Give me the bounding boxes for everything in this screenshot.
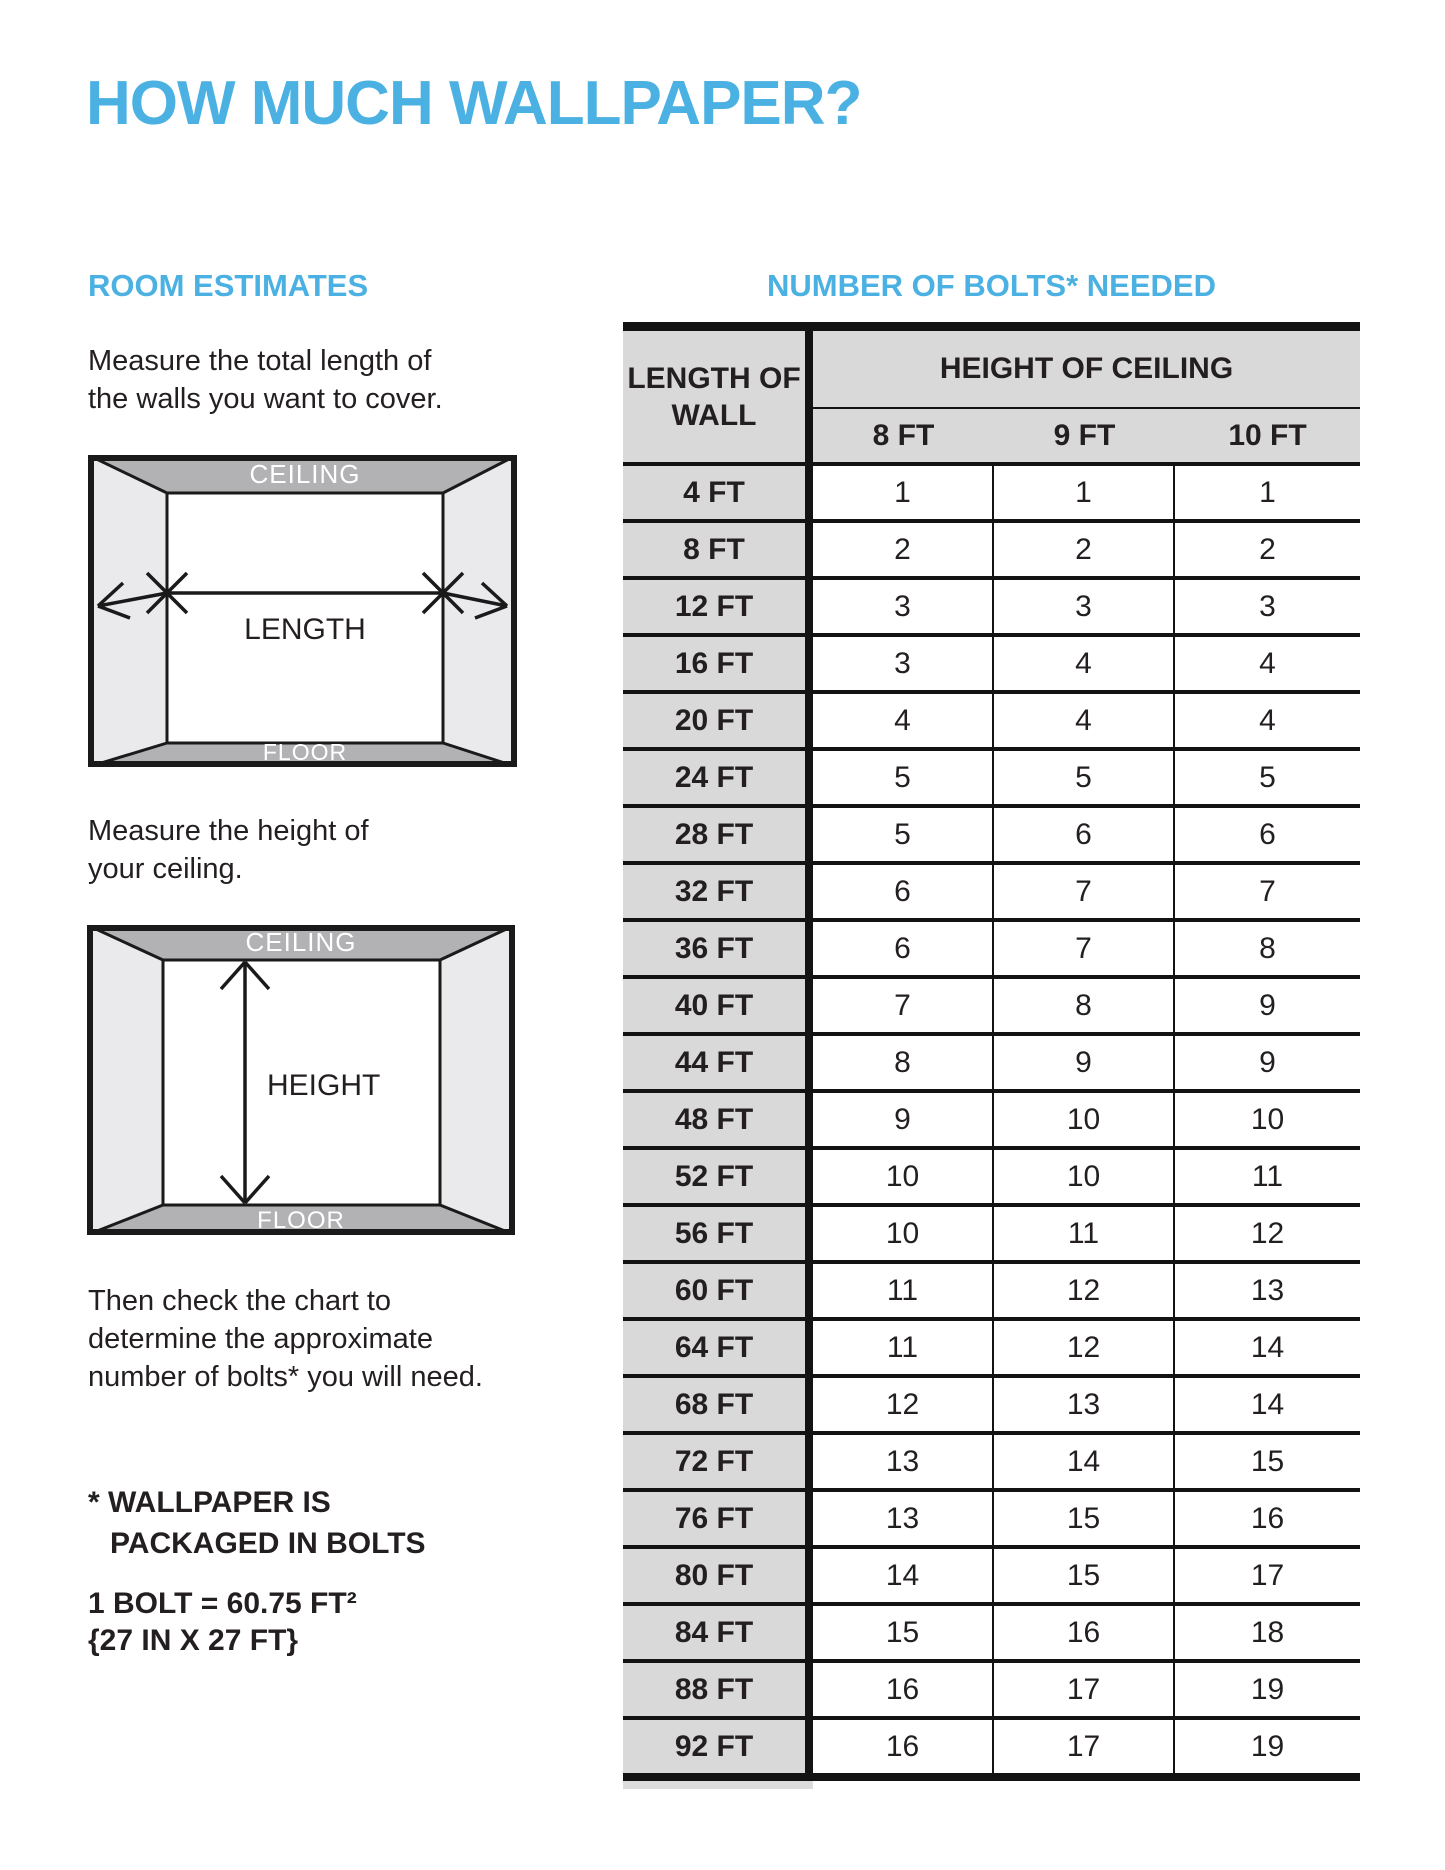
bolt-count-cell: 1 xyxy=(813,466,994,519)
wall-length-cell: 28 FT xyxy=(623,808,813,861)
wall-length-cell: 32 FT xyxy=(623,865,813,918)
table-row xyxy=(623,519,1360,576)
bolt-count-cell: 15 xyxy=(1175,1435,1360,1488)
bolt-count-cell: 5 xyxy=(813,808,994,861)
bolt-count-cell: 4 xyxy=(994,694,1175,747)
instruction-line: Measure the total length of xyxy=(88,345,432,377)
bolt-count-cell: 7 xyxy=(813,979,994,1032)
ceiling-label: CEILING xyxy=(249,459,361,489)
wall-length-cell: 76 FT xyxy=(623,1492,813,1545)
wall-length-cell: 40 FT xyxy=(623,979,813,1032)
bolt-count-cell: 17 xyxy=(1175,1549,1360,1602)
bolt-count-cell: 10 xyxy=(994,1093,1175,1146)
table-row xyxy=(623,861,1360,918)
table-row xyxy=(623,690,1360,747)
table-row xyxy=(623,1545,1360,1602)
bolt-count-cell: 10 xyxy=(1175,1093,1360,1146)
wall-length-cell: 20 FT xyxy=(623,694,813,747)
table-footer-stub xyxy=(623,1781,813,1789)
bolt-count-cell: 10 xyxy=(994,1150,1175,1203)
bolt-count-cell: 11 xyxy=(813,1321,994,1374)
bolt-count-cell: 19 xyxy=(1175,1720,1360,1773)
bolt-count-cell: 2 xyxy=(994,523,1175,576)
table-row xyxy=(623,576,1360,633)
bolt-count-cell: 8 xyxy=(994,979,1175,1032)
bolt-count-cell: 2 xyxy=(813,523,994,576)
bolts-needed-heading: NUMBER OF BOLTS* NEEDED xyxy=(767,268,1216,303)
bolt-count-cell: 7 xyxy=(994,922,1175,975)
wall-length-cell: 48 FT xyxy=(623,1093,813,1146)
bolt-count-cell: 10 xyxy=(813,1150,994,1203)
column-header-9ft: 9 FT xyxy=(1053,418,1116,452)
bolt-count-cell: 6 xyxy=(813,922,994,975)
bolt-count-cell: 11 xyxy=(1175,1150,1360,1203)
length-of-wall-header: LENGTH OF WALL xyxy=(623,331,813,462)
ceiling-label: CEILING xyxy=(245,927,357,957)
table-row xyxy=(623,1659,1360,1716)
bolt-count-cell: 17 xyxy=(994,1720,1175,1773)
right-wall xyxy=(440,925,515,1235)
bolt-count-cell: 15 xyxy=(994,1549,1175,1602)
instruction-step-2 xyxy=(88,812,369,888)
bolt-count-cell: 7 xyxy=(994,865,1175,918)
bolt-count-cell: 5 xyxy=(1175,751,1360,804)
table-header xyxy=(623,331,1360,462)
table-row xyxy=(623,804,1360,861)
wall-length-cell: 4 FT xyxy=(623,466,813,519)
bolt-count-cell: 3 xyxy=(1175,580,1360,633)
bolt-count-cell: 1 xyxy=(1175,466,1360,519)
bolt-count-cell: 15 xyxy=(813,1606,994,1659)
bolt-count-cell: 16 xyxy=(813,1720,994,1773)
bolt-count-cell: 4 xyxy=(1175,637,1360,690)
bolt-count-cell: 11 xyxy=(813,1264,994,1317)
table-row xyxy=(623,1032,1360,1089)
wall-length-cell: 84 FT xyxy=(623,1606,813,1659)
left-wall xyxy=(88,455,167,767)
wall-length-cell: 92 FT xyxy=(623,1720,813,1773)
instruction-line: the walls you want to cover. xyxy=(88,383,443,415)
wall-length-cell: 12 FT xyxy=(623,580,813,633)
bolt-count-cell: 1 xyxy=(994,466,1175,519)
bolt-count-cell: 13 xyxy=(994,1378,1175,1431)
bolts-table xyxy=(623,322,1360,1789)
bolt-size-info xyxy=(88,1585,357,1659)
bolt-count-cell: 2 xyxy=(1175,523,1360,576)
table-row xyxy=(623,918,1360,975)
bolt-count-cell: 4 xyxy=(1175,694,1360,747)
bolt-count-cell: 14 xyxy=(813,1549,994,1602)
table-row xyxy=(623,975,1360,1032)
table-row xyxy=(623,1431,1360,1488)
bolt-count-cell: 14 xyxy=(1175,1378,1360,1431)
instruction-line: Then check the chart to xyxy=(88,1285,392,1317)
bolt-count-cell: 14 xyxy=(1175,1321,1360,1374)
height-of-ceiling-header: HEIGHT OF CEILING xyxy=(939,352,1234,385)
bolt-count-cell: 5 xyxy=(813,751,994,804)
bolt-info-line: 1 BOLT = 60.75 FT² xyxy=(88,1587,357,1620)
ceiling-height-header-group xyxy=(813,331,1360,462)
instruction-line: determine the approximate xyxy=(88,1323,433,1355)
bolt-count-cell: 10 xyxy=(813,1207,994,1260)
table-bottom-border xyxy=(623,1773,1360,1781)
table-row xyxy=(623,1260,1360,1317)
room-length-diagram xyxy=(88,455,517,767)
bolt-count-cell: 17 xyxy=(994,1663,1175,1716)
wall-length-cell: 72 FT xyxy=(623,1435,813,1488)
table-row xyxy=(623,1146,1360,1203)
bolt-count-cell: 11 xyxy=(994,1207,1175,1260)
length-label: LENGTH xyxy=(244,613,366,646)
table-row xyxy=(623,1089,1360,1146)
height-label: HEIGHT xyxy=(267,1069,381,1102)
bolt-count-cell: 3 xyxy=(813,637,994,690)
table-row xyxy=(623,1317,1360,1374)
left-wall xyxy=(87,925,163,1235)
bolt-count-cell: 12 xyxy=(1175,1207,1360,1260)
table-row xyxy=(623,1488,1360,1545)
ceiling-height-columns xyxy=(813,409,1360,462)
instruction-line: Measure the height of xyxy=(88,815,369,847)
page-title: HOW MUCH WALLPAPER? xyxy=(86,69,862,138)
bolt-count-cell: 6 xyxy=(994,808,1175,861)
table-row xyxy=(623,1374,1360,1431)
bolt-count-cell: 16 xyxy=(813,1663,994,1716)
wall-length-cell: 88 FT xyxy=(623,1663,813,1716)
bolt-count-cell: 13 xyxy=(1175,1264,1360,1317)
table-row xyxy=(623,1716,1360,1773)
bolt-count-cell: 12 xyxy=(994,1321,1175,1374)
instruction-step-1 xyxy=(88,342,443,418)
bolt-count-cell: 14 xyxy=(994,1435,1175,1488)
bolt-count-cell: 12 xyxy=(994,1264,1175,1317)
table-body xyxy=(623,462,1360,1773)
instruction-line: your ceiling. xyxy=(88,853,243,885)
bolt-count-cell: 9 xyxy=(813,1093,994,1146)
column-header-8ft: 8 FT xyxy=(872,418,935,452)
bolt-count-cell: 5 xyxy=(994,751,1175,804)
wall-length-cell: 52 FT xyxy=(623,1150,813,1203)
table-row xyxy=(623,1602,1360,1659)
wall-length-cell: 24 FT xyxy=(623,751,813,804)
wall-length-cell: 16 FT xyxy=(623,637,813,690)
column-header-10ft: 10 FT xyxy=(1228,418,1307,452)
table-row xyxy=(623,1203,1360,1260)
wall-length-cell: 68 FT xyxy=(623,1378,813,1431)
bolt-count-cell: 6 xyxy=(1175,808,1360,861)
bolt-count-cell: 8 xyxy=(1175,922,1360,975)
footnote-line: PACKAGED IN BOLTS xyxy=(110,1527,426,1560)
bolt-count-cell: 6 xyxy=(813,865,994,918)
bolt-count-cell: 15 xyxy=(994,1492,1175,1545)
table-top-border xyxy=(623,322,1360,331)
wall-length-cell: 44 FT xyxy=(623,1036,813,1089)
wall-length-cell: 8 FT xyxy=(623,523,813,576)
bolt-count-cell: 9 xyxy=(1175,979,1360,1032)
bolt-count-cell: 4 xyxy=(813,694,994,747)
wall-length-cell: 60 FT xyxy=(623,1264,813,1317)
wall-length-cell: 36 FT xyxy=(623,922,813,975)
bolt-count-cell: 13 xyxy=(813,1492,994,1545)
wall-length-cell: 64 FT xyxy=(623,1321,813,1374)
bolt-count-cell: 19 xyxy=(1175,1663,1360,1716)
instruction-line: number of bolts* you will need. xyxy=(88,1361,483,1393)
bolt-count-cell: 9 xyxy=(994,1036,1175,1089)
bolt-count-cell: 3 xyxy=(994,580,1175,633)
wall-length-cell: 80 FT xyxy=(623,1549,813,1602)
footnote-line: * WALLPAPER IS xyxy=(88,1486,331,1519)
wall-length-cell: 56 FT xyxy=(623,1207,813,1260)
bolt-count-cell: 9 xyxy=(1175,1036,1360,1089)
bolt-count-cell: 4 xyxy=(994,637,1175,690)
bolt-count-cell: 18 xyxy=(1175,1606,1360,1659)
bolt-count-cell: 16 xyxy=(1175,1492,1360,1545)
bolt-info-line: {27 IN X 27 FT} xyxy=(88,1624,299,1657)
instruction-step-3 xyxy=(88,1282,483,1396)
room-estimates-heading: ROOM ESTIMATES xyxy=(88,268,369,303)
floor-label: FLOOR xyxy=(262,739,348,765)
bolt-count-cell: 12 xyxy=(813,1378,994,1431)
floor-label: FLOOR xyxy=(257,1207,345,1234)
table-row xyxy=(623,633,1360,690)
bolt-count-cell: 7 xyxy=(1175,865,1360,918)
bolt-count-cell: 16 xyxy=(994,1606,1175,1659)
right-wall xyxy=(443,455,517,767)
bolt-count-cell: 3 xyxy=(813,580,994,633)
table-row xyxy=(623,747,1360,804)
wallpaper-bolts-footnote xyxy=(88,1482,426,1564)
bolt-count-cell: 13 xyxy=(813,1435,994,1488)
ceiling-height-diagram xyxy=(87,925,515,1235)
bolt-count-cell: 8 xyxy=(813,1036,994,1089)
table-row xyxy=(623,462,1360,519)
